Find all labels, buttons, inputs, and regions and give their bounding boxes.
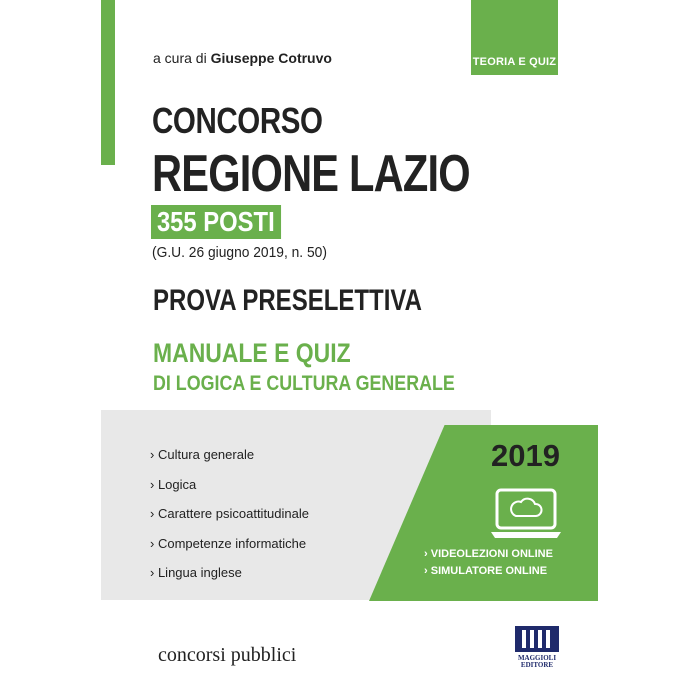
topic-item: › Carattere psicoattitudinale xyxy=(150,506,309,536)
author-line xyxy=(153,50,332,66)
title-line-2: REGIONE LAZIO xyxy=(152,145,470,203)
publisher-name-line-2: EDITORE xyxy=(520,661,554,669)
subtitle-line-2: DI LOGICA E CULTURA GENERALE xyxy=(153,372,455,395)
feature-item: › VIDEOLEZIONI ONLINE xyxy=(424,548,553,565)
publisher-logo xyxy=(513,624,561,669)
exam-title: PROVA PRESELETTIVA xyxy=(153,284,422,317)
subtitle-line-1: MANUALE E QUIZ xyxy=(153,338,351,368)
feature-item: › SIMULATORE ONLINE xyxy=(424,565,553,582)
topic-item: › Logica xyxy=(150,477,309,507)
maggioli-logo-icon xyxy=(513,624,561,654)
topic-item: › Competenze informatiche xyxy=(150,536,309,566)
author-name: Giuseppe Cotruvo xyxy=(210,50,332,66)
author-prefix: a cura di xyxy=(153,50,207,66)
posti-badge: 355 POSTI xyxy=(151,205,281,239)
laptop-cloud-icon xyxy=(489,488,563,540)
edition-year: 2019 xyxy=(491,438,560,473)
accent-bar xyxy=(101,0,115,165)
gazette-reference: (G.U. 26 giugno 2019, n. 50) xyxy=(152,244,327,261)
title-line-1: CONCORSO xyxy=(152,100,323,141)
badge-label: TEORIA E QUIZ xyxy=(472,56,557,68)
online-features-list xyxy=(424,548,553,582)
topics-list xyxy=(150,447,309,595)
badge-teoria-quiz xyxy=(471,0,558,75)
publisher-name-line-1: MAGGIOLI xyxy=(517,654,557,662)
topic-item: › Cultura generale xyxy=(150,447,309,477)
series-name-part-2: pubblici xyxy=(230,644,297,666)
topic-item: › Lingua inglese xyxy=(150,565,309,595)
series-name xyxy=(158,644,296,667)
series-name-part-1: concorsi xyxy=(158,644,226,666)
